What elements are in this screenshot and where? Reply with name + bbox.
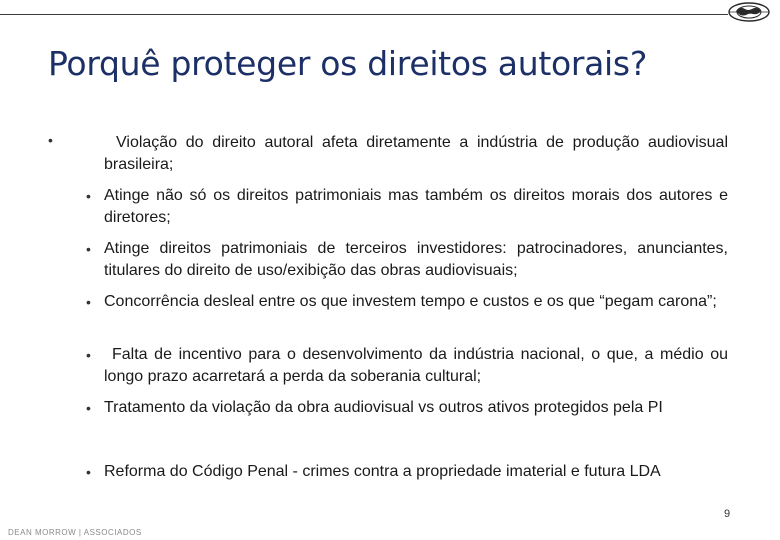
- list-item: [86, 344, 728, 388]
- item-text: Violação do direito autoral afeta diretamente a indústria de produção audiovisual brasileira;: [104, 134, 728, 173]
- list-item: [86, 185, 728, 229]
- header-rule: [0, 14, 728, 15]
- page-number: 9: [724, 508, 731, 520]
- list-item: [104, 132, 728, 176]
- bullet-marker: •: [86, 347, 91, 363]
- item-text: Atinge direitos patrimoniais de terceiros investidores: patrocinadores, anunciantes, titulares do direito de uso/exibição das obras audiovisuais;: [104, 240, 728, 279]
- list-item: [86, 238, 728, 282]
- bullet-marker: •: [86, 241, 91, 257]
- item-text: Tratamento da violação da obra audiovisual vs outros ativos protegidos pela PI: [104, 399, 663, 416]
- list-item: [86, 291, 728, 313]
- globe-logo-icon: [727, 1, 771, 23]
- list-item: [86, 461, 728, 483]
- bullet-marker: •: [86, 464, 91, 480]
- item-text: Concorrência desleal entre os que investem tempo e custos e os que “pegam carona”;: [104, 293, 717, 310]
- item-text: Reforma do Código Penal - crimes contra a propriedade imaterial e futura LDA: [104, 463, 661, 480]
- bullet-marker: •: [86, 400, 91, 416]
- item-text: Falta de incentivo para o desenvolvimento da indústria nacional, o que, a médio ou longo prazo acarretará a perda da soberania cultural;: [104, 346, 728, 385]
- page-title: Porquê proteger os direitos autorais?: [48, 44, 648, 83]
- bullet-marker: •: [86, 188, 91, 204]
- bullet-marker: •: [86, 294, 91, 310]
- item-text: Atinge não só os direitos patrimoniais mas também os direitos morais dos autores e diretores;: [104, 187, 728, 226]
- list-item: [86, 397, 728, 419]
- footer-text: DEAN MORROW | ASSOCIADOS: [8, 528, 142, 537]
- lead-bullet-marker: •: [48, 132, 53, 148]
